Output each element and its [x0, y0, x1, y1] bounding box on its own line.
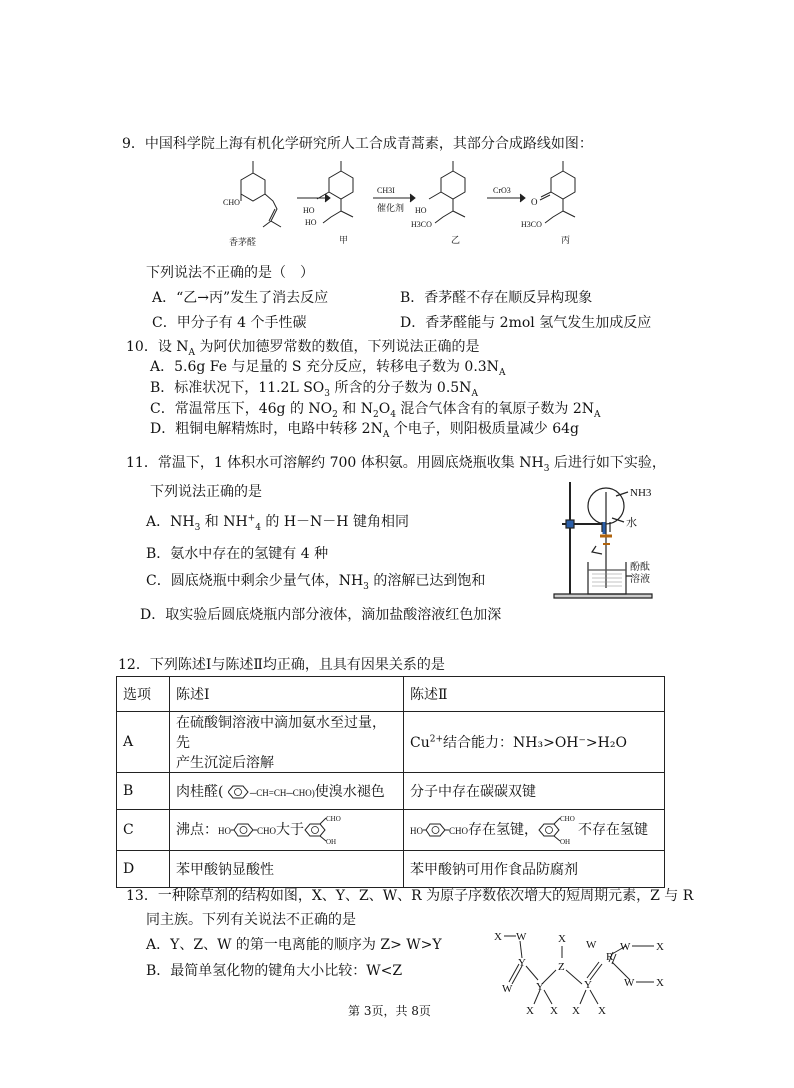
q11-option-c: C．圆底烧瓶中剩余少量气体，$NH_3$ 的溶解已达到饱和: [146, 573, 486, 592]
q13-herbicide-structure: [486, 924, 676, 1020]
row-d-option: D: [117, 851, 170, 888]
row-c-statement-2: HO CHO存在氢键， CHO OH 不存在氢键: [404, 810, 665, 851]
row-a-statement-2: $Cu^{2+}$结合能力：NH₃>OH⁻>H₂O: [404, 712, 665, 773]
q9-m4-h3co: H3CO: [521, 220, 542, 229]
header-option: 选项: [117, 677, 170, 712]
table-header-row: [117, 677, 665, 712]
q11-fig-sol2: 溶液: [630, 574, 650, 585]
q10-option-d: D．粗铜电解精炼时，电路中转移 $2N_A$ 个电子，则阳极质量减少 64g: [150, 421, 580, 440]
row-c-option: C: [117, 810, 170, 851]
salicylaldehyde-structure-icon: [304, 814, 344, 846]
q11-fig-water: 水: [626, 517, 637, 529]
q13-option-b: B．最简单氢化物的键角大小比较：W<Z: [146, 963, 403, 979]
benzene-ring-icon: [228, 784, 250, 800]
q11-fountain-apparatus: [540, 478, 670, 603]
q10-option-a: A．5.6g Fe 与足量的 S 充分反应，转移电子数为 $0.3N_A$: [150, 359, 506, 378]
q13-stem-line1: 13．一种除草剂的结构如图，X、Y、Z、W、R 为原子序数依次增大的短周期元素，Z 与 R: [126, 888, 694, 904]
row-c-statement-1: 沸点：HO CHO大于 CHO OH: [170, 810, 404, 851]
svg-text:W: W: [586, 939, 597, 951]
svg-text:X: X: [494, 931, 502, 943]
row-b-statement-1: 肉桂醛( ─CH=CH─CHO)使溴水褪色: [170, 773, 404, 810]
benzene-ring-icon: [231, 822, 257, 838]
svg-text:X: X: [656, 977, 664, 989]
row-a-option: A: [117, 712, 170, 773]
q12-stem: 12．下列陈述Ⅰ与陈述Ⅱ均正确，且具有因果关系的是: [118, 657, 445, 673]
q10-option-c: C．常温常压下，46g 的 $NO_2$ 和 $N_2O_4$ 混合气体含有的氧原子数为 $2N_A$: [150, 401, 601, 420]
q12-table: [116, 676, 665, 888]
svg-text:OH: OH: [560, 838, 571, 846]
q9-cho-label: CHO: [223, 198, 240, 207]
svg-text:X: X: [572, 1005, 580, 1017]
svg-text:CHO: CHO: [326, 815, 341, 823]
q9-m2-ho2: HO: [305, 218, 317, 227]
svg-text:Y: Y: [536, 981, 544, 993]
svg-text:X: X: [550, 1005, 558, 1017]
q9-synthesis-scheme: [215, 153, 675, 253]
table-row: [117, 851, 665, 888]
svg-text:CHO: CHO: [560, 815, 575, 823]
svg-text:W: W: [624, 977, 635, 989]
q9-m3-ho: HO: [415, 206, 427, 215]
q9-stem: 9．中国科学院上海有机化学研究所人工合成青蒿素，其部分合成路线如图：: [122, 136, 593, 152]
q11-fig-nh3: NH3: [630, 487, 652, 499]
row-b-statement-2: 分子中存在碳碳双键: [404, 773, 665, 810]
q11-option-b: B．氨水中存在的氢键有 4 种: [146, 546, 329, 562]
q9-m4-o: O: [531, 197, 538, 207]
row-d-statement-1: 苯甲酸钠显酸性: [170, 851, 404, 888]
q9-option-d: D．香茅醛能与 2mol 氢气发生加成反应: [400, 315, 652, 331]
q10-stem: 10．设 $N_A$ 为阿伏加德罗常数的数值，下列说法正确的是: [126, 339, 480, 358]
q9-option-c: C．甲分子有 4 个手性碳: [152, 315, 307, 331]
q9-reagent2: CrO3: [493, 186, 511, 195]
svg-text:X: X: [598, 1005, 606, 1017]
row-b-option: B: [117, 773, 170, 810]
svg-text:X: X: [558, 933, 566, 945]
svg-text:W: W: [516, 931, 527, 943]
svg-text:X: X: [526, 1005, 534, 1017]
q11-stem: 11．常温下，1 体积水可溶解约 700 体积氨。用圆底烧瓶收集 $NH_3$ 后进行如下实验，: [126, 455, 666, 474]
q13-option-a: A．Y、Z、W 的第一电离能的顺序为 Z> W>Y: [146, 937, 442, 953]
q9-m1-label: 香茅醛: [229, 237, 257, 247]
q9-reagent1-bottom: 催化剂: [377, 203, 405, 213]
svg-text:R: R: [606, 951, 614, 963]
svg-text:W: W: [502, 983, 513, 995]
q9-reagent1-top: CH3I: [377, 186, 395, 195]
q9-prompt: 下列说法不正确的是（ ）: [146, 265, 314, 281]
svg-text:W: W: [620, 941, 631, 953]
q9-m3-h3co: H3CO: [411, 220, 432, 229]
svg-text:X: X: [656, 941, 664, 953]
page-footer: 第 3页，共 8页: [348, 1004, 431, 1018]
q9-m2-ho: HO: [303, 206, 315, 215]
header-statement-2: 陈述Ⅱ: [404, 677, 665, 712]
salicylaldehyde-structure-icon: [538, 814, 578, 846]
svg-text:Y: Y: [518, 957, 526, 969]
q10-option-b: B．标准状况下，11.2L $SO_3$ 所含的分子数为 $0.5N_A$: [150, 380, 478, 399]
benzene-ring-icon: [423, 822, 449, 838]
q11-prompt: 下列说法正确的是: [150, 484, 262, 500]
svg-text:OH: OH: [326, 838, 337, 846]
q9-option-a: A．“乙→丙”发生了消去反应: [152, 290, 329, 306]
q11-option-d: D．取实验后圆底烧瓶内部分液体，滴加盐酸溶液红色加深: [140, 607, 502, 623]
svg-text:Z: Z: [558, 961, 565, 973]
q9-option-b: B．香茅醛不存在顺反异构现象: [400, 290, 593, 306]
q9-m2-label: 甲: [339, 235, 349, 245]
svg-text:Y: Y: [584, 979, 592, 991]
table-row: [117, 810, 665, 851]
table-row: [117, 773, 665, 810]
q13-stem-line2: 同主族。下列有关说法不正确的是: [146, 912, 356, 928]
header-statement-1: 陈述Ⅰ: [170, 677, 404, 712]
q11-fig-sol1: 酚酞: [630, 562, 650, 573]
q9-m3-label: 乙: [451, 235, 461, 245]
row-a-statement-1: 在硫酸铜溶液中滴加氨水至过量，先 产生沉淀后溶解: [170, 712, 404, 773]
q11-option-a: A．$NH_3$ 和 $NH^+_4$ 的 H－N－H 键角相同: [146, 513, 409, 533]
q9-m4-label: 丙: [561, 235, 571, 245]
row-d-statement-2: 苯甲酸钠可用作食品防腐剂: [404, 851, 665, 888]
table-row: [117, 712, 665, 773]
